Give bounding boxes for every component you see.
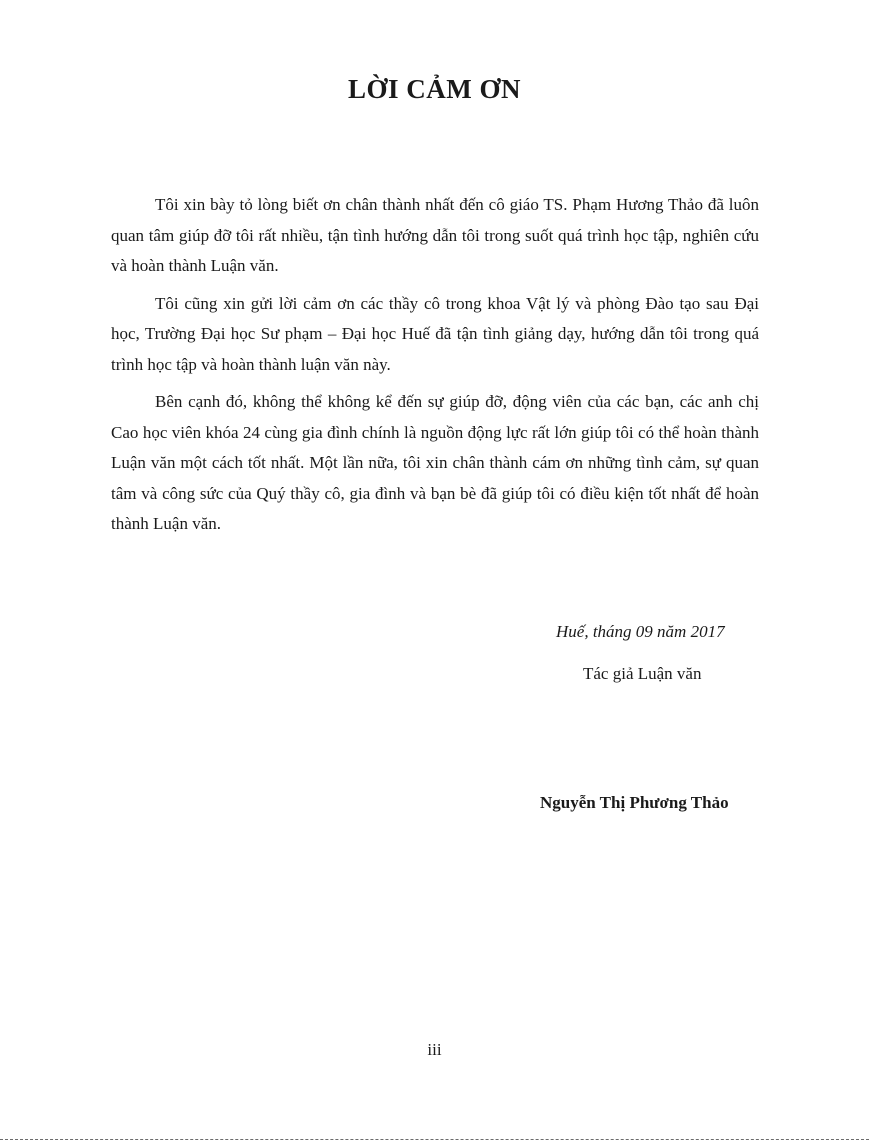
- paragraph-1: Tôi xin bày tỏ lòng biết ơn chân thành nhất đến cô giáo TS. Phạm Hương Thảo đã luôn quan tâm giúp đỡ tôi rất nhiều, tận tình hướng dẫn tôi trong suốt quá trình học tập, nghiên cứu và hoàn thành Luận văn.: [111, 195, 759, 275]
- place-date: Huế, tháng 09 năm 2017: [556, 622, 725, 641]
- page-title: LỜI CẢM ƠN: [348, 74, 521, 104]
- author-label: Tác giả Luận văn: [583, 664, 702, 683]
- paragraph-3: Bên cạnh đó, không thể không kể đến sự giúp đỡ, động viên của các bạn, các anh chị Cao học viên khóa 24 cùng gia đình chính là nguồn động lực rất lớn giúp tôi có thể hoàn thành Luận văn một cách tốt nhất. Một lần nữa, tôi xin chân thành cám ơn những tình cảm, sự quan tâm và công sức của Quý thầy cô, gia đình và bạn bè đã giúp tôi có điều kiện tốt nhất để hoàn thành Luận văn.: [111, 392, 759, 533]
- author-name: Nguyễn Thị Phương Thảo: [540, 793, 729, 812]
- page-bottom-divider: [0, 1139, 869, 1140]
- page-number: iii: [427, 1040, 442, 1059]
- paragraph-2: Tôi cũng xin gửi lời cảm ơn các thầy cô trong khoa Vật lý và phòng Đào tạo sau Đại học, Trường Đại học Sư phạm – Đại học Huế đã tận tình giảng dạy, hướng dẫn tôi trong quá trình học tập và hoàn thành luận văn này.: [111, 293, 759, 374]
- acknowledgement-body: [111, 190, 759, 547]
